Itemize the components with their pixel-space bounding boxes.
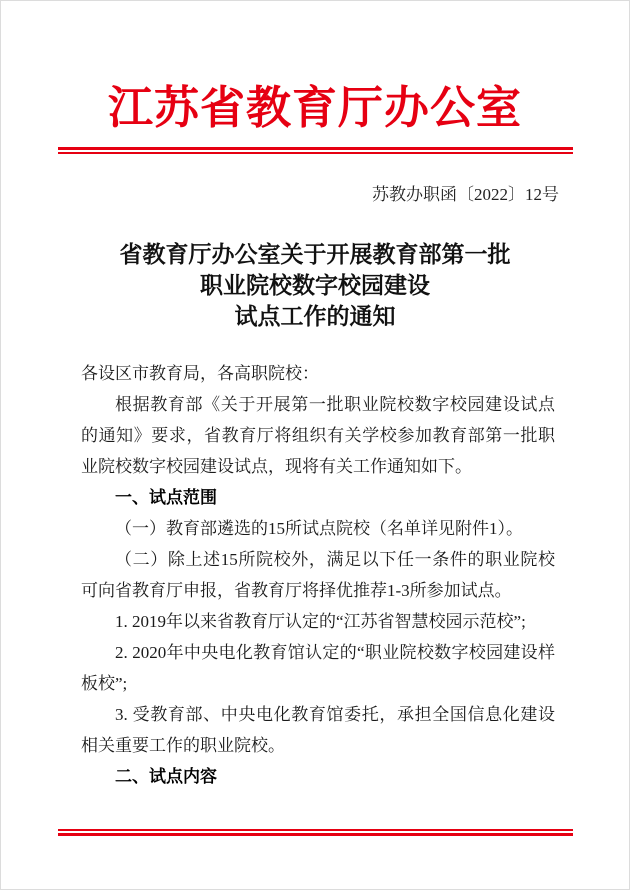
document-title [1, 239, 629, 332]
letterhead-agency-name: 江苏省教育厅办公室 [107, 83, 522, 133]
letterhead-rule-thin-line [58, 152, 573, 154]
paragraph: 3. 受教育部、中央电化教育馆委托，承担全国信息化建设相关重要工作的职业院校。 [81, 704, 555, 755]
letterhead-rule [58, 147, 573, 154]
paragraph: 根据教育部《关于开展第一批职业院校数字校园建设试点的通知》要求，省教育厅将组织有关学校参加教育部第一批职业院校数字校园建设试点，现将有关工作通知如下。 [81, 394, 555, 476]
paragraph: 二、试点内容 [115, 766, 217, 786]
document-title-line: 试点工作的通知 [234, 303, 396, 329]
document-title-line: 职业院校数字校园建设 [200, 272, 430, 298]
paragraph: 2. 2020年中央电化教育馆认定的“职业院校数字校园建设样板校”; [81, 642, 555, 693]
paragraph: 一、试点范围 [115, 487, 217, 507]
paragraph: （一）教育部遴选的15所试点院校（名单详见附件1）。 [115, 518, 523, 538]
paragraph: 各设区市教育局，各高职院校： [81, 363, 319, 383]
paragraph: 1. 2019年以来省教育厅认定的“江苏省智慧校园示范校”; [115, 611, 526, 631]
document-body [1, 358, 629, 792]
document-number: 苏教办职函〔2022〕12号 [372, 184, 559, 204]
paragraph: （二）除上述15所院校外，满足以下任一条件的职业院校可向省教育厅申报，省教育厅将择优推荐1-3所参加试点。 [81, 549, 555, 600]
footer-rule [58, 829, 573, 836]
footer-rule-thick-line [58, 833, 573, 837]
document-title-line: 省教育厅办公室关于开展教育部第一批 [119, 241, 511, 267]
